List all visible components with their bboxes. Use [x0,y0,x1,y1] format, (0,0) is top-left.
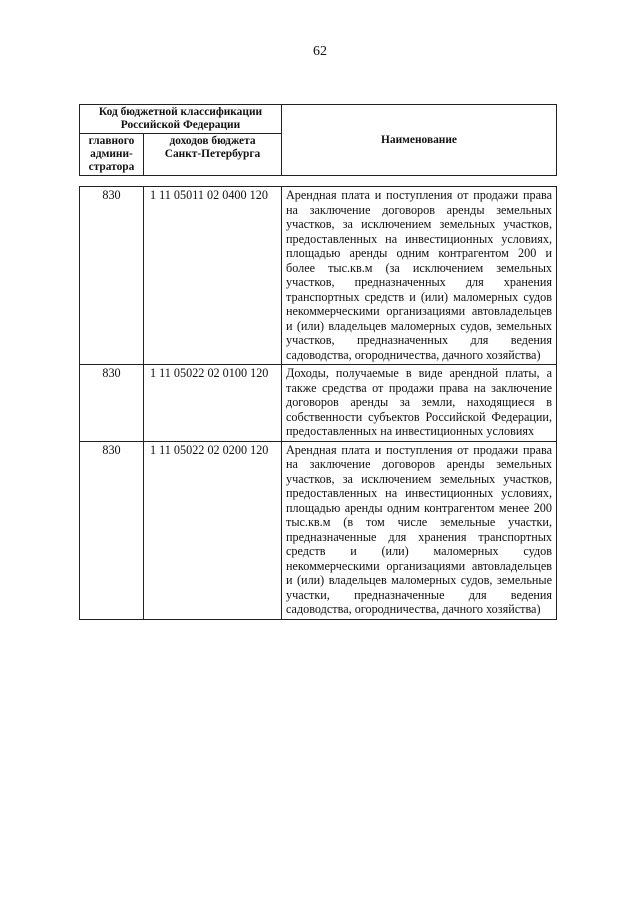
description-cell: Арендная плата и поступления от продажи права на заключение договоров аренды земельных участков, за исключением земельных участков, предоставленных на инвестиционных условиях, площадью аренды одним контрагентом 200 и более тыс.кв.м (за исключением земельных участков, предназначенных для хранения транспортных средств и (или) маломерных судов некоммерческими организациями автовладельцев и (или) владельцев маломерных судов, земельных участков, предназначенных для ведения садоводства, огородничества, дачного хозяйства) [282,187,557,365]
table-body [79,186,557,620]
admin-code-cell: 830 [80,365,144,442]
admin-code-cell: 830 [80,187,144,365]
description-cell: Доходы, получаемые в виде арендной платы, а также средства от продажи права на заключение договоров аренды за земли, находящиеся в собственности субъектов Российской Федерации, предоставленных на инвестиционных условиях [282,365,557,442]
table-row [80,187,557,365]
classification-header: Код бюджетной классификации Российской Федерации [80,105,282,134]
page-number: 62 [313,44,327,59]
budget-code-cell: 1 11 05011 02 0400 120 [144,187,282,365]
name-header: Наименование [282,105,557,176]
admin-code-cell: 830 [80,441,144,619]
table-row [80,365,557,442]
budget-code-cell: 1 11 05022 02 0200 120 [144,441,282,619]
table-header [79,104,557,176]
budget-code-cell: 1 11 05022 02 0100 120 [144,365,282,442]
table-row [80,441,557,619]
description-cell: Арендная плата и поступления от продажи права на заключение договоров аренды земельных участков, за исключением земельных участков, предоставленных на инвестиционных условиях, площадью аренды одним контрагентом менее 200 тыс.кв.м (в том числе земельные участки, предназначенные для хранения транспортных средств и (или) маломерных судов некоммерческими организациями автовладельцев и (или) владельцев маломерных судов, земельные участки, предназначенные для ведения садоводства, огородничества, дачного хозяйства) [282,441,557,619]
admin-header: главного админи-стратора [80,134,144,176]
income-header: доходов бюджета Санкт-Петербурга [144,134,282,176]
